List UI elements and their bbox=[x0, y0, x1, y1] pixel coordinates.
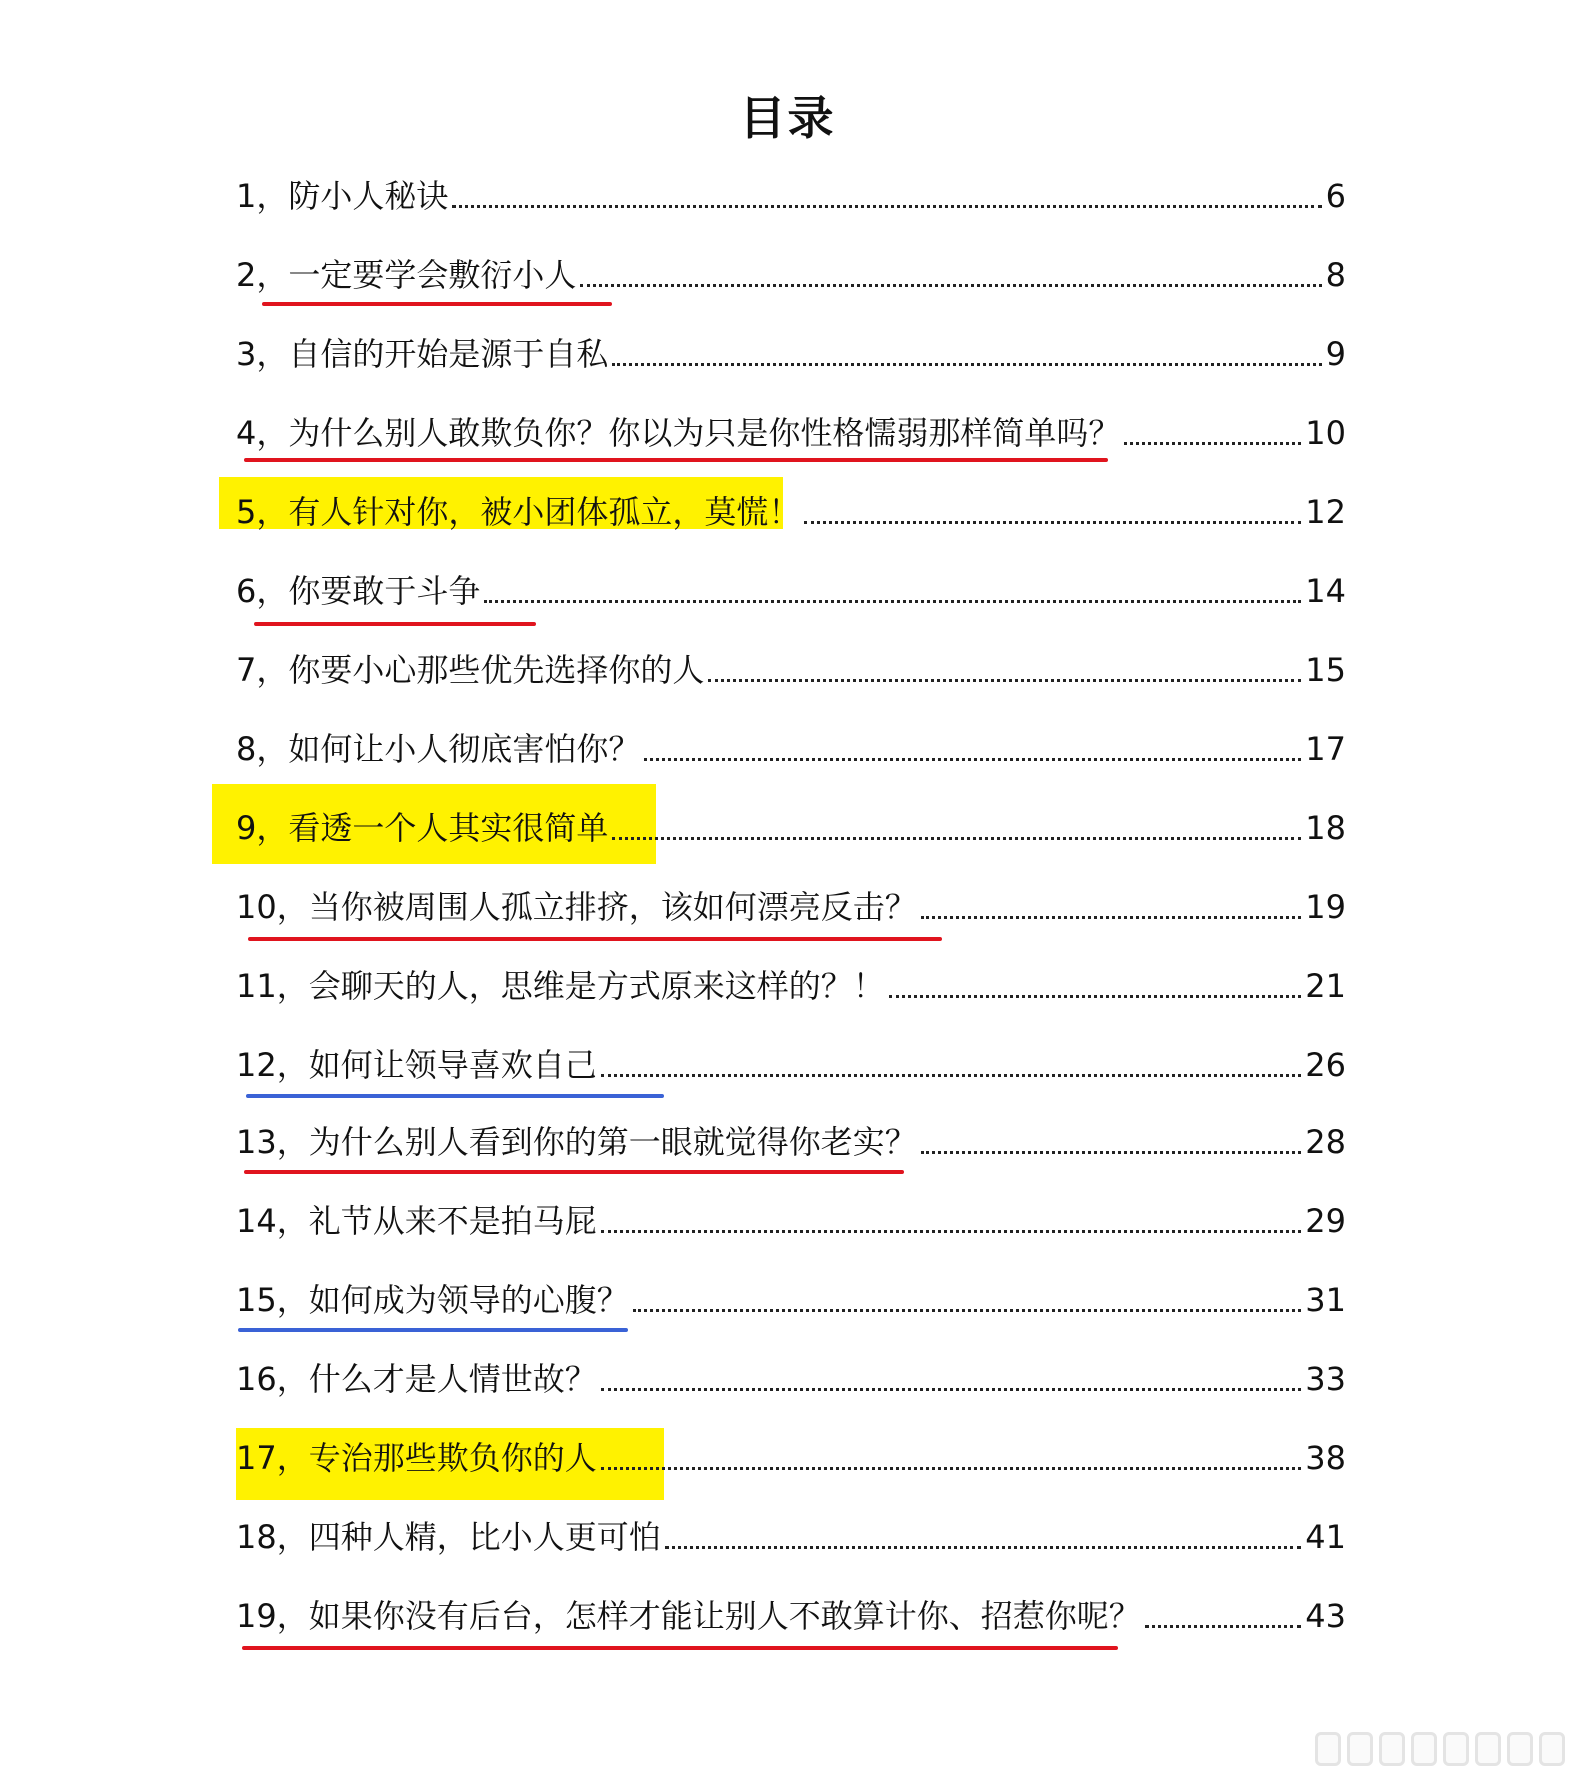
watermark-glyph bbox=[1347, 1732, 1373, 1766]
watermark-glyph bbox=[1539, 1732, 1565, 1766]
toc-entry-page: 31 bbox=[1305, 1281, 1346, 1319]
dot-leader bbox=[1124, 413, 1301, 453]
toc-entry-page: 6 bbox=[1325, 177, 1346, 215]
watermark-glyph bbox=[1507, 1732, 1533, 1766]
dot-leader bbox=[601, 1201, 1302, 1241]
watermark-glyph bbox=[1411, 1732, 1437, 1766]
toc-entry-title: 5，有人针对你，被小团体孤立，莫慌！ bbox=[236, 493, 801, 531]
toc-entry-page: 43 bbox=[1305, 1597, 1346, 1635]
toc-entry[interactable] bbox=[236, 1351, 1346, 1407]
toc-entry-title: 13，为什么别人看到你的第一眼就觉得你老实？ bbox=[236, 1123, 917, 1161]
toc-entry[interactable] bbox=[236, 1430, 1346, 1486]
underline-entry-15 bbox=[238, 1328, 628, 1332]
watermark-glyph bbox=[1475, 1732, 1501, 1766]
toc-entry[interactable] bbox=[236, 1272, 1346, 1328]
dot-leader bbox=[601, 1438, 1302, 1478]
toc-entry-title: 19，如果你没有后台，怎样才能让别人不敢算计你、招惹你呢？ bbox=[236, 1597, 1141, 1635]
toc-entry-title: 16，什么才是人情世故？ bbox=[236, 1360, 597, 1398]
dot-leader bbox=[804, 492, 1301, 532]
toc-entry[interactable] bbox=[236, 800, 1346, 856]
toc-entry-page: 33 bbox=[1305, 1360, 1346, 1398]
dot-leader bbox=[921, 1122, 1302, 1162]
dot-leader bbox=[601, 1045, 1302, 1085]
toc-entry-page: 38 bbox=[1305, 1439, 1346, 1477]
toc-entry-title: 18，四种人精，比小人更可怕 bbox=[236, 1518, 661, 1556]
toc-entry[interactable] bbox=[236, 405, 1346, 461]
toc-entry-page: 28 bbox=[1305, 1123, 1346, 1161]
toc-entry[interactable] bbox=[236, 642, 1346, 698]
toc-entry[interactable] bbox=[236, 1037, 1346, 1093]
dot-leader bbox=[580, 255, 1321, 295]
toc-entry-page: 15 bbox=[1305, 651, 1346, 689]
dot-leader bbox=[644, 729, 1301, 769]
dot-leader bbox=[452, 176, 1321, 216]
toc-entry[interactable] bbox=[236, 484, 1346, 540]
dot-leader bbox=[665, 1517, 1302, 1557]
watermark-glyph bbox=[1379, 1732, 1405, 1766]
toc-entry[interactable] bbox=[236, 168, 1346, 224]
dot-leader bbox=[921, 887, 1302, 927]
toc-entry-page: 10 bbox=[1305, 414, 1346, 452]
toc-entry[interactable] bbox=[236, 1588, 1346, 1644]
toc-entry-title: 4，为什么别人敢欺负你？你以为只是你性格懦弱那样简单吗？ bbox=[236, 414, 1121, 452]
dot-leader bbox=[612, 808, 1301, 848]
toc-entry-title: 15，如何成为领导的心腹？ bbox=[236, 1281, 629, 1319]
toc-entry-page: 41 bbox=[1305, 1518, 1346, 1556]
toc-entry-page: 21 bbox=[1305, 967, 1346, 1005]
underline-entry-12 bbox=[246, 1094, 664, 1098]
toc-entry-page: 12 bbox=[1305, 493, 1346, 531]
dot-leader bbox=[708, 650, 1301, 690]
toc-entry[interactable] bbox=[236, 721, 1346, 777]
toc-entry[interactable] bbox=[236, 958, 1346, 1014]
toc-entry[interactable] bbox=[236, 326, 1346, 382]
dot-leader bbox=[1145, 1596, 1302, 1636]
toc-entry-title: 2，一定要学会敷衍小人 bbox=[236, 256, 577, 294]
underline-entry-6 bbox=[254, 622, 536, 626]
toc-entry-title: 17，专治那些欺负你的人 bbox=[236, 1439, 597, 1477]
underline-entry-2 bbox=[262, 302, 612, 306]
toc-entry-page: 17 bbox=[1305, 730, 1346, 768]
dot-leader bbox=[601, 1359, 1302, 1399]
toc-entry-page: 9 bbox=[1325, 335, 1346, 373]
toc-entry[interactable] bbox=[236, 1193, 1346, 1249]
watermark bbox=[1275, 1729, 1565, 1769]
toc-entry-page: 26 bbox=[1305, 1046, 1346, 1084]
toc-entry-title: 10，当你被周围人孤立排挤，该如何漂亮反击？ bbox=[236, 888, 917, 926]
dot-leader bbox=[889, 966, 1302, 1006]
toc-entry-title: 14，礼节从来不是拍马屁 bbox=[236, 1202, 597, 1240]
toc-entry[interactable] bbox=[236, 1509, 1346, 1565]
toc-entry-title: 7，你要小心那些优先选择你的人 bbox=[236, 651, 705, 689]
toc-entry-page: 29 bbox=[1305, 1202, 1346, 1240]
page-title: 目录 bbox=[739, 91, 836, 145]
underline-entry-10 bbox=[248, 937, 942, 941]
toc-entry-title: 11，会聊天的人，思维是方式原来这样的？！ bbox=[236, 967, 885, 1005]
toc-entry-title: 3，自信的开始是源于自私 bbox=[236, 335, 609, 373]
toc-entry-title: 12，如何让领导喜欢自己 bbox=[236, 1046, 597, 1084]
toc-entry[interactable] bbox=[236, 247, 1346, 303]
underline-entry-19 bbox=[242, 1646, 1118, 1650]
dot-leader bbox=[484, 571, 1301, 611]
dot-leader bbox=[633, 1280, 1302, 1320]
toc-entry-page: 8 bbox=[1325, 256, 1346, 294]
toc-entry-title: 9，看透一个人其实很简单 bbox=[236, 809, 609, 847]
underline-entry-13 bbox=[244, 1170, 904, 1174]
toc-entry-page: 18 bbox=[1305, 809, 1346, 847]
toc-entry-page: 14 bbox=[1305, 572, 1346, 610]
toc-entry[interactable] bbox=[236, 1114, 1346, 1170]
watermark-glyph bbox=[1315, 1732, 1341, 1766]
dot-leader bbox=[612, 334, 1321, 374]
toc-entry-title: 1，防小人秘诀 bbox=[236, 177, 449, 215]
watermark-glyph bbox=[1443, 1732, 1469, 1766]
toc-entry-title: 8，如何让小人彻底害怕你？ bbox=[236, 730, 641, 768]
toc-entry-title: 6，你要敢于斗争 bbox=[236, 572, 481, 610]
toc-entry[interactable] bbox=[236, 563, 1346, 619]
toc-entry-page: 19 bbox=[1305, 888, 1346, 926]
underline-entry-4 bbox=[244, 458, 1108, 462]
toc-entry[interactable] bbox=[236, 879, 1346, 935]
